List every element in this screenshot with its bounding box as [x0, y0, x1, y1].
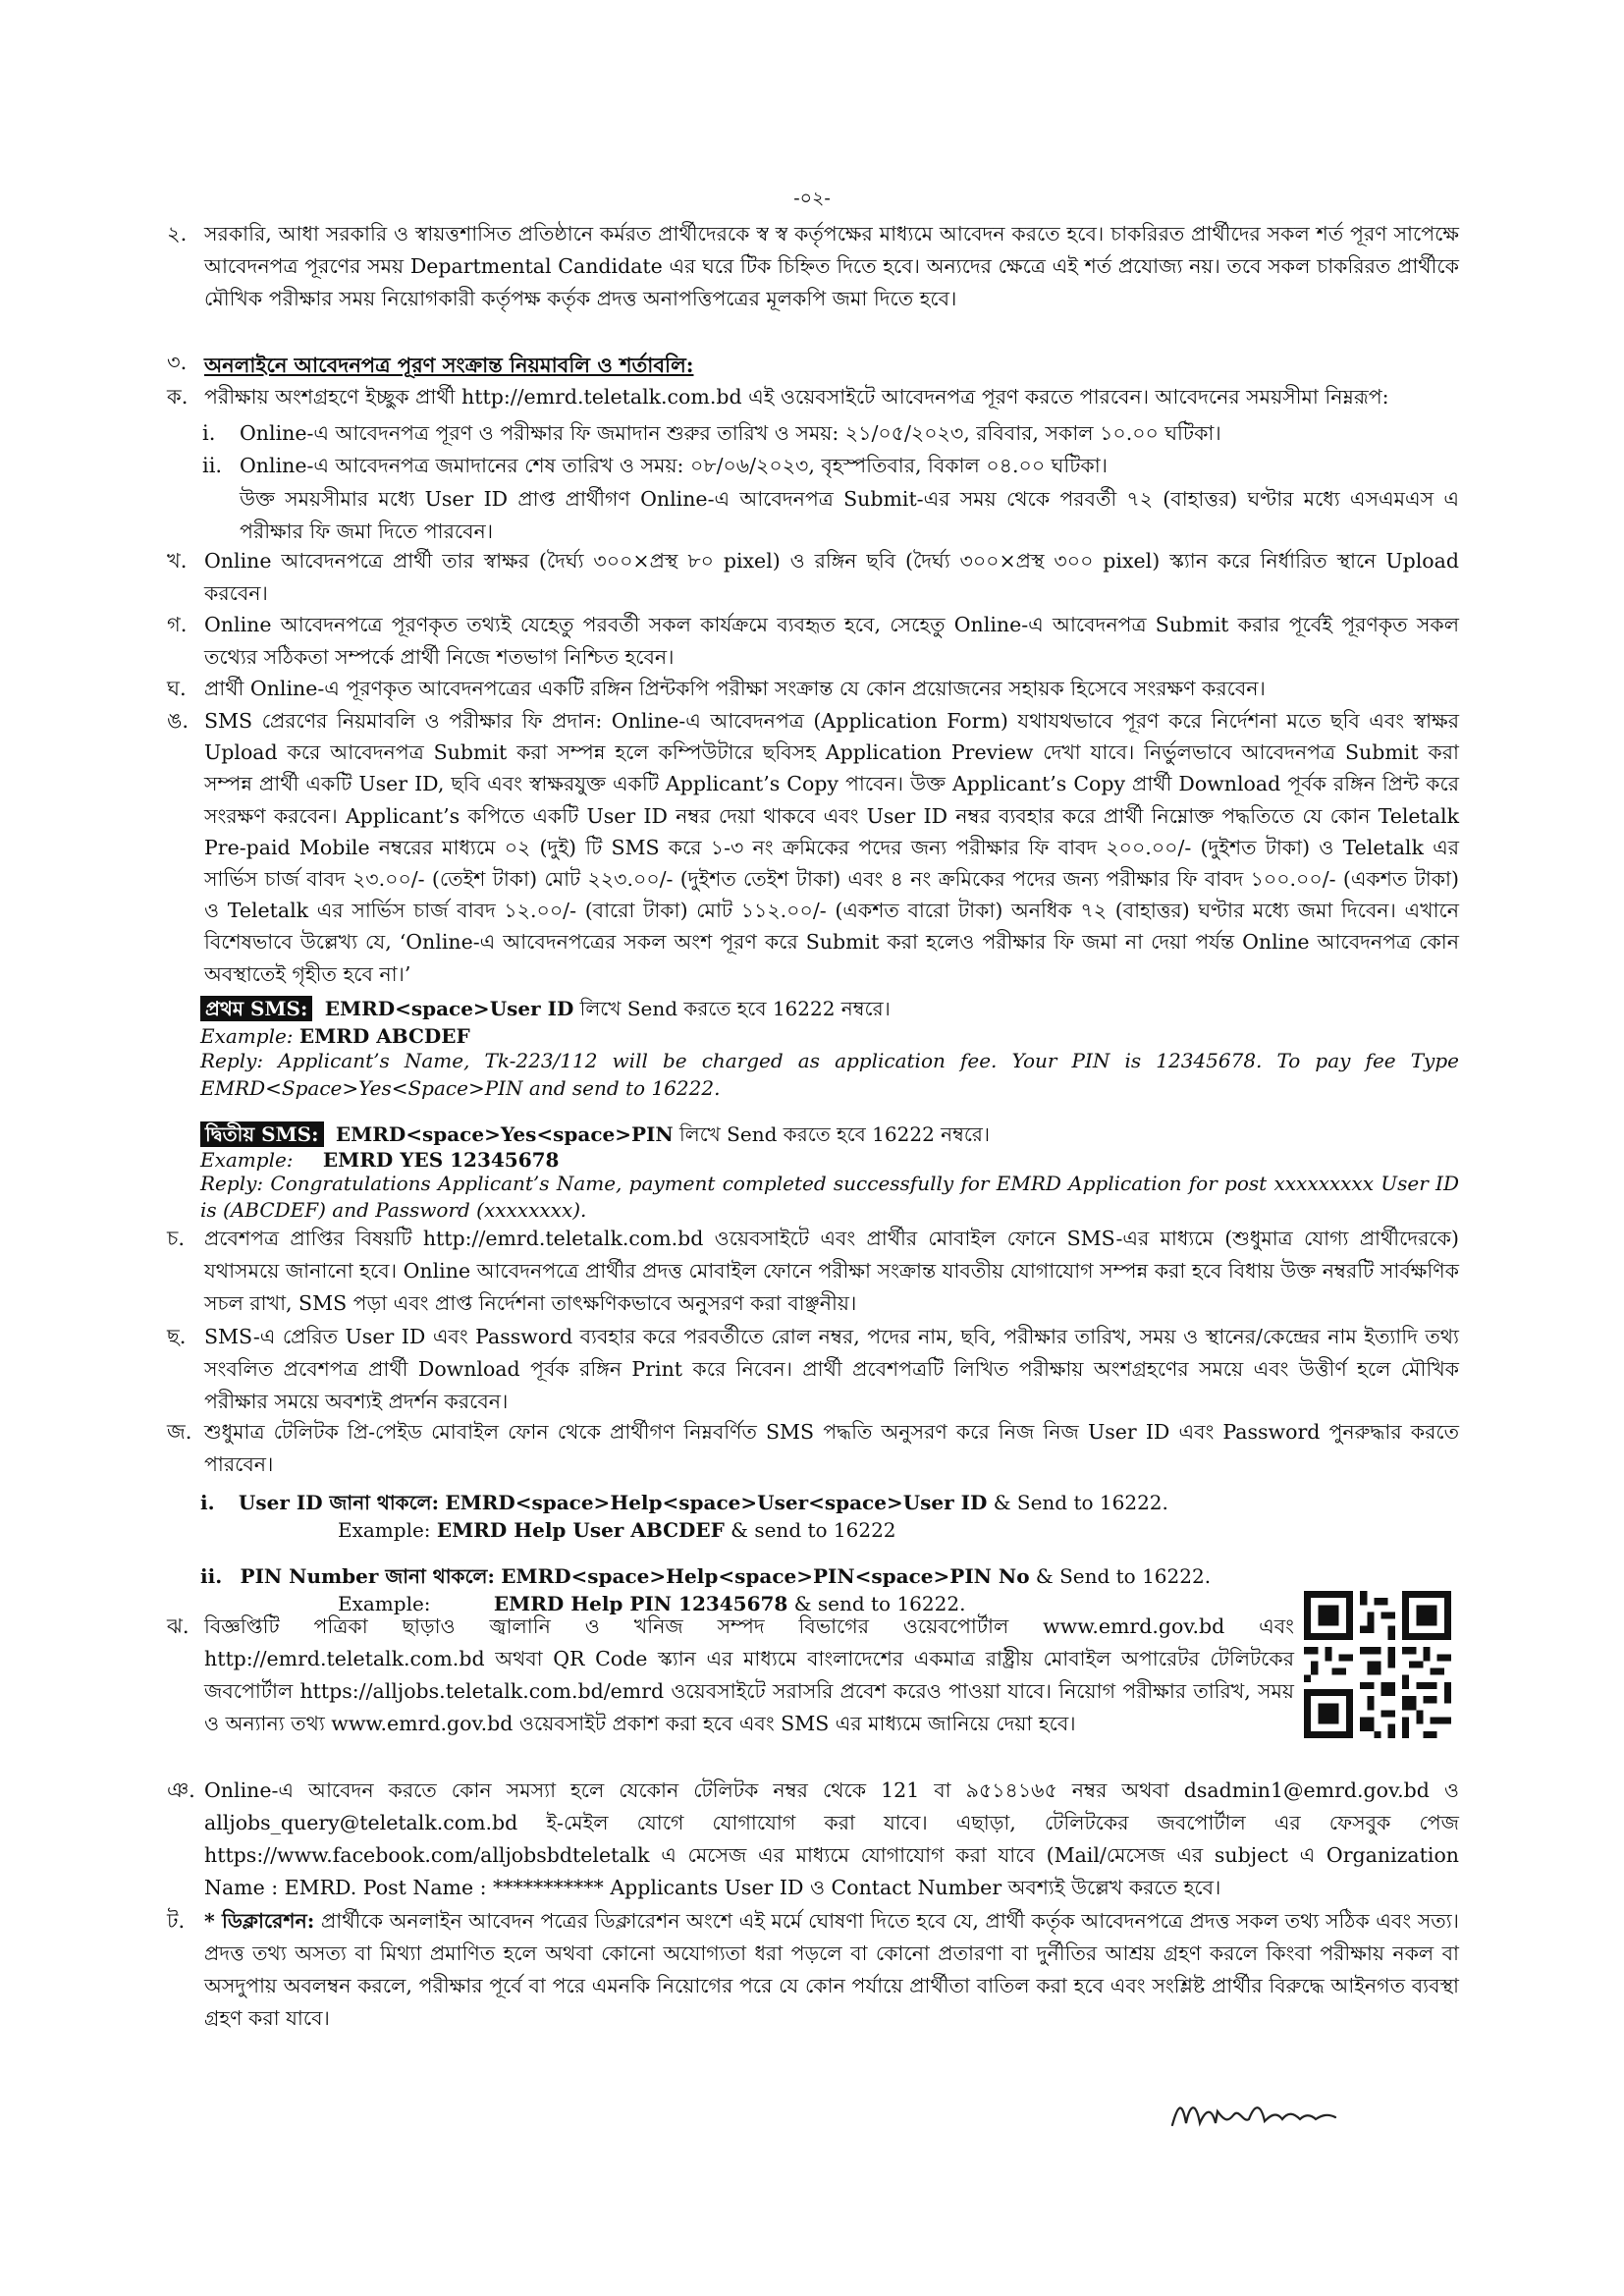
ja-i-example-suffix: & send to 16222	[731, 1518, 896, 1542]
item-chha-label: ছ.	[167, 1325, 187, 1348]
item-ka-label: ক.	[167, 385, 189, 409]
ja-i-example-label: Example:	[338, 1518, 431, 1542]
qr-code-icon	[1304, 1591, 1451, 1738]
ja-ii-key: PIN Number জানা থাকলে:	[240, 1564, 495, 1588]
item-ja-text: শুধুমাত্র টেলিটক প্রি-পেইড মোবাইল ফোন থেকে প্রার্থীগণ নিম্নবর্ণিত SMS পদ্ধতি অনুসরণ করে নিজ নিজ User ID এবং Password পুনরুদ্ধার করতে পারবেন।	[204, 1420, 1459, 1476]
sms2-reply: Reply: Congratulations Applicant’s Name, payment completed successfully for EMRD Application for post xxxxxxxxx User ID is (ABCDEF) and Password (xxxxxxxx).	[200, 1172, 1459, 1222]
ja-ii-example-label: Example:	[338, 1592, 431, 1615]
section3-heading: অনলাইনে আবেদনপত্র পূরণ সংক্রান্ত নিয়মাবলি ও শর্তাবলি:	[204, 353, 694, 377]
item-ka-i-text: Online-এ আবেদনপত্র পূরণ ও পরীক্ষার ফি জমাদান শুরুর তারিখ ও সময়: ২১/০৫/২০২৩, রবিবার, সকাল ১০.০০ ঘটিকা।	[240, 421, 1221, 445]
item-gha-label: ঘ.	[167, 677, 187, 700]
intro-paragraph: সরকারি, আধা সরকারি ও স্বায়ত্তশাসিত প্রতিষ্ঠানে কর্মরত প্রার্থীদেরকে স্ব স্ব কর্তৃপক্ষের মাধ্যমে আবেদন করতে হবে। চাকরিরত প্রার্থীদের সকল শর্ত পূরণ সাপেক্ষে আবেদনপত্র পূরণের সময় Departmental Candidate এর ঘরে টিক চিহ্নিত দিতে হবে। অন্যদের ক্ষেত্রে এই শর্ত প্রযোজ্য নয়। তবে সকল চাকরিরত প্রার্থীকে মৌখিক পরীক্ষার সময় নিয়োগকারী কর্তৃপক্ষ কর্তৃক প্রদত্ত অনাপত্তিপত্রের মূলকপি জমা দিতে হবে।	[204, 222, 1459, 310]
intro-label: ২.	[167, 222, 188, 246]
item-ta-text	[204, 1905, 1459, 2035]
item-chha-text: SMS-এ প্রেরিত User ID এবং Password ব্যবহার করে পরবর্তীতে রোল নম্বর, পদের নাম, ছবি, পরীক্ষার তারিখ, সময় ও স্থানের/কেন্দ্রের নাম ইত্যাদি তথ্য সংবলিত প্রবেশপত্র প্রার্থী Download পূর্বক রঙ্গিন Print করে নিবেন। প্রার্থী প্রবেশপত্রটি লিখিত পরীক্ষায় অংশগ্রহণের সময়ে এবং উত্তীর্ণ হলে মৌখিক পরীক্ষার সময়ে অবশ্যই প্রদর্শন করবেন।	[204, 1325, 1459, 1413]
item-gha-text: প্রার্থী Online-এ পূরণকৃত আবেদনপত্রের একটি রঙ্গিন প্রিন্টকপি পরীক্ষা সংক্রান্ত যে কোন প্রয়োজনের সহায়ক হিসেবে সংরক্ষণ করবেন।	[204, 677, 1266, 700]
sms1-suffix: লিখে Send করতে হবে 16222 নম্বরে।	[579, 997, 891, 1020]
sms1-line	[200, 994, 891, 1023]
ja-i-example-value: EMRD Help User ABCDEF	[436, 1518, 725, 1542]
item-nya-label: ঞ.	[167, 1778, 195, 1802]
ja-i-suffix: & Send to 16222.	[993, 1491, 1168, 1514]
ja-i-example	[338, 1515, 896, 1545]
declaration-key: * ডিক্লারেশন:	[204, 1909, 315, 1933]
item-ka-ii-text: Online-এ আবেদনপত্র জমাদানের শেষ তারিখ ও সময়: ০৮/০৬/২০২৩, বৃহস্পতিবার, বিকাল ০৪.০০ ঘটিকা।	[240, 454, 1108, 477]
ja-i-key: User ID জানা থাকলে:	[238, 1491, 439, 1514]
page-number: -০২-	[793, 188, 831, 209]
item-nya-text: Online-এ আবেদন করতে কোন সমস্যা হলে যেকোন টেলিটক নম্বর থেকে 121 বা ৯৫১৪১৬৫ নম্বর অথবা dsadmin1@emrd.gov.bd ও alljobs_query@teletalk.com.bd ই-মেইল যোগে যোগাযোগ করা যাবে। এছাড়া, টেলিটকের জবপোর্টাল এর ফেসবুক পেজ https://www.facebook.com/alljobsbdteletalk এ মেসেজ এর মাধ্যমে যোগাযোগ করা যাবে (Mail/মেসেজ এর subject এ Organization Name : EMRD. Post Name : *********** Applicants User ID ও Contact Number অবশ্যই উল্লেখ করতে হবে।	[204, 1778, 1459, 1899]
item-ga-label: গ.	[167, 613, 188, 636]
ja-ii-label: ii.	[200, 1564, 223, 1588]
item-cha-text: প্রবেশপত্র প্রাপ্তির বিষয়টি http://emrd.teletalk.com.bd ওয়েবসাইটে এবং প্রার্থীর মোবাইল ফোনে SMS-এর মাধ্যমে (শুধুমাত্র যোগ্য প্রার্থীদেরকে) যথাসময়ে জানানো হবে। Online আবেদনপত্রে প্রার্থীর প্রদত্ত মোবাইল ফোনে পরীক্ষা সংক্রান্ত যাবতীয় যোগাযোগ সম্পন্ন করা হবে বিধায় উক্ত নম্বরটি সার্বক্ষণিক সচল রাখা, SMS পড়া এবং প্রাপ্ত নির্দেশনা তাৎক্ষণিকভাবে অনুসরণ করা বাঞ্ছনীয়।	[204, 1227, 1459, 1315]
declaration-text: প্রার্থীকে অনলাইন আবেদন পত্রের ডিক্লারেশন অংশে এই মর্মে ঘোষণা দিতে হবে যে, প্রার্থী কর্তৃক আবেদনপত্রে প্রদত্ত সকল তথ্য সঠিক এবং সত্য। প্রদত্ত তথ্য অসত্য বা মিথ্যা প্রমাণিত হলে অথবা কোনো অযোগ্যতা ধরা পড়লে বা কোনো প্রতারণা বা দুর্নীতির আশ্রয় গ্রহণ করলে কিংবা পরীক্ষায় নকল বা অসদুপায় অবলম্বন করলে, পরীক্ষার পূর্বে বা পরে এমনকি নিয়োগের পরে যে কোন পর্যায়ে প্রার্থীতা বাতিল করা হবে এবং সংশ্লিষ্ট প্রার্থীর বিরুদ্ধে আইনগত ব্যবস্থা গ্রহণ করা যাবে।	[204, 1909, 1459, 2030]
ja-ii-command: EMRD<space>Help<space>PIN<space>PIN No	[501, 1564, 1030, 1588]
sms2-command: EMRD<space>Yes<space>PIN	[335, 1122, 674, 1146]
sms2-suffix: লিখে Send করতে হবে 16222 নম্বরে।	[679, 1122, 991, 1146]
section3-label: ৩.	[167, 351, 188, 374]
item-ka-ii-label: ii.	[202, 454, 223, 477]
item-jha-label: ঝ.	[167, 1614, 189, 1638]
sms2-example-label: Example:	[200, 1148, 294, 1172]
ja-ii-example-value: EMRD Help PIN 12345678	[493, 1592, 788, 1615]
item-cha-label: চ.	[167, 1227, 186, 1250]
sms1-command: EMRD<space>User ID	[324, 997, 574, 1020]
item-ga-text: Online আবেদনপত্রে পূরণকৃত তথ্যই যেহেতু পরবর্তী সকল কার্যক্রমে ব্যবহৃত হবে, সেহেতু Online-এ আবেদনপত্র Submit করার পূর্বেই পূরণকৃত সকল তথ্যের সঠিকতা সম্পর্কে প্রার্থী নিজে শতভাগ নিশ্চিত হবেন।	[204, 613, 1459, 669]
item-kha-text: Online আবেদনপত্রে প্রার্থী তার স্বাক্ষর (দৈর্ঘ্য ৩০০×প্রস্থ ৮০ pixel) ও রঙ্গিন ছবি (দৈর্ঘ্য ৩০০×প্রস্থ ৩০০ pixel) স্ক্যান করে নির্ধারিত স্থানে Upload করবেন।	[204, 549, 1459, 605]
item-ta-label: ট.	[167, 1909, 186, 1933]
sms1-reply: Reply: Applicant’s Name, Tk-223/112 will be charged as application fee. Your PIN is 12345678. To pay fee Type EMRD<Space>Yes<Space>PIN and send to 16222.	[200, 1049, 1459, 1100]
sms1-example-label: Example:	[200, 1024, 294, 1048]
ja-i-line	[200, 1488, 1168, 1517]
sms2-tag: দ্বিতীয় SMS:	[200, 1121, 324, 1147]
ja-ii-line	[200, 1561, 1211, 1591]
ja-ii-suffix: & Send to 16222.	[1035, 1564, 1212, 1588]
ja-i-label: i.	[200, 1491, 215, 1514]
item-ja-label: জ.	[167, 1420, 192, 1444]
item-jha-text: বিজ্ঞপ্তিটি পত্রিকা ছাড়াও জ্বালানি ও খনিজ সম্পদ বিভাগের ওয়েবপোর্টাল www.emrd.gov.bd এবং http://emrd.teletalk.com.bd অথবা QR Code স্ক্যান এর মাধ্যমে বাংলাদেশের একমাত্র রাষ্ট্রীয় মোবাইল অপারেটর টেলিটকের জবপোর্টাল https://alljobs.teletalk.com.bd/emrd ওয়েবসাইটে সরাসরি প্রবেশ করেও পাওয়া যাবে। নিয়োগ পরীক্ষার তারিখ, সময় ও অন্যান্য তথ্য www.emrd.gov.bd ওয়েবসাইট প্রকাশ করা হবে এবং SMS এর মাধ্যমে জানিয়ে দেয়া হবে।	[204, 1614, 1294, 1735]
signature-mark	[1166, 2090, 1363, 2139]
item-umo-text: SMS প্রেরণের নিয়মাবলি ও পরীক্ষার ফি প্রদান: Online-এ আবেদনপত্র (Application Form) যথাযথভাবে পূরণ করে নির্দেশনা মতে ছবি এবং স্বাক্ষর Upload করে আবেদনপত্র Submit করা সম্পন্ন হলে কম্পিউটারে ছবিসহ Application Preview দেখা যাবে। নির্ভুলভাবে আবেদনপত্র Submit করা সম্পন্ন প্রার্থী একটি User ID, ছবি এবং স্বাক্ষরযুক্ত একটি Applicant’s Copy পাবেন। উক্ত Applicant’s Copy প্রার্থী Download পূর্বক রঙ্গিন প্রিন্ট করে সংরক্ষণ করবেন। Applicant’s কপিতে একটি User ID নম্বর দেয়া থাকবে এবং User ID নম্বর ব্যবহার করে প্রার্থী নিম্নোক্ত পদ্ধতিতে যে কোন Teletalk Pre-paid Mobile নম্বরের মাধ্যমে ০২ (দুই) টি SMS করে ১-৩ নং ক্রমিকের পদের জন্য পরীক্ষার ফি বাবদ ২০০.০০/- (দুইশত টাকা) ও Teletalk এর সার্ভিস চার্জ বাবদ ২৩.০০/- (তেইশ টাকা) মোট ২২৩.০০/- (দুইশত তেইশ টাকা) এবং ৪ নং ক্রমিকের পদের জন্য পরীক্ষার ফি বাবদ ১০০.০০/- (একশত টাকা) ও Teletalk এর সার্ভিস চার্জ বাবদ ১২.০০/- (বারো টাকা) মোট ১১২.০০/- (একশত বারো টাকা) অনধিক ৭২ (বাহাত্তর) ঘণ্টার মধ্যে জমা দিবেন। এখানে বিশেষভাবে উল্লেখ্য যে, ‘Online-এ আবেদনপত্রের সকল অংশ পূরণ করে Submit করা হলেও পরীক্ষার ফি জমা না দেয়া পর্যন্ত Online আবেদনপত্র কোন অবস্থাতেই গৃহীত হবে না।’	[204, 709, 1459, 986]
sms1-example-value: EMRD ABCDEF	[298, 1024, 470, 1048]
ja-i-command: EMRD<space>Help<space>User<space>User ID	[445, 1491, 988, 1514]
item-ka-note: উক্ত সময়সীমার মধ্যে User ID প্রাপ্ত প্রার্থীগণ Online-এ আবেদনপত্র Submit-এর সময় থেকে পরবর্তী ৭২ (বাহাত্তর) ঘণ্টার মধ্যে এসএমএস এ পরীক্ষার ফি জমা দিতে পারবেন।	[240, 487, 1459, 543]
sms2-example-value: EMRD YES 12345678	[322, 1148, 560, 1172]
item-ka-i-label: i.	[202, 421, 216, 445]
item-ka-text: পরীক্ষায় অংশগ্রহণে ইচ্ছুক প্রার্থী http://emrd.teletalk.com.bd এই ওয়েবসাইটে আবেদনপত্র পূরণ করতে পারবেন। আবেদনের সময়সীমা নিম্নরূপ:	[204, 385, 1389, 409]
sms1-tag: প্রথম SMS:	[200, 996, 312, 1021]
ja-ii-example-suffix: & send to 16222.	[793, 1592, 966, 1615]
item-umo-label: ঙ.	[167, 709, 189, 733]
item-kha-label: খ.	[167, 549, 188, 573]
